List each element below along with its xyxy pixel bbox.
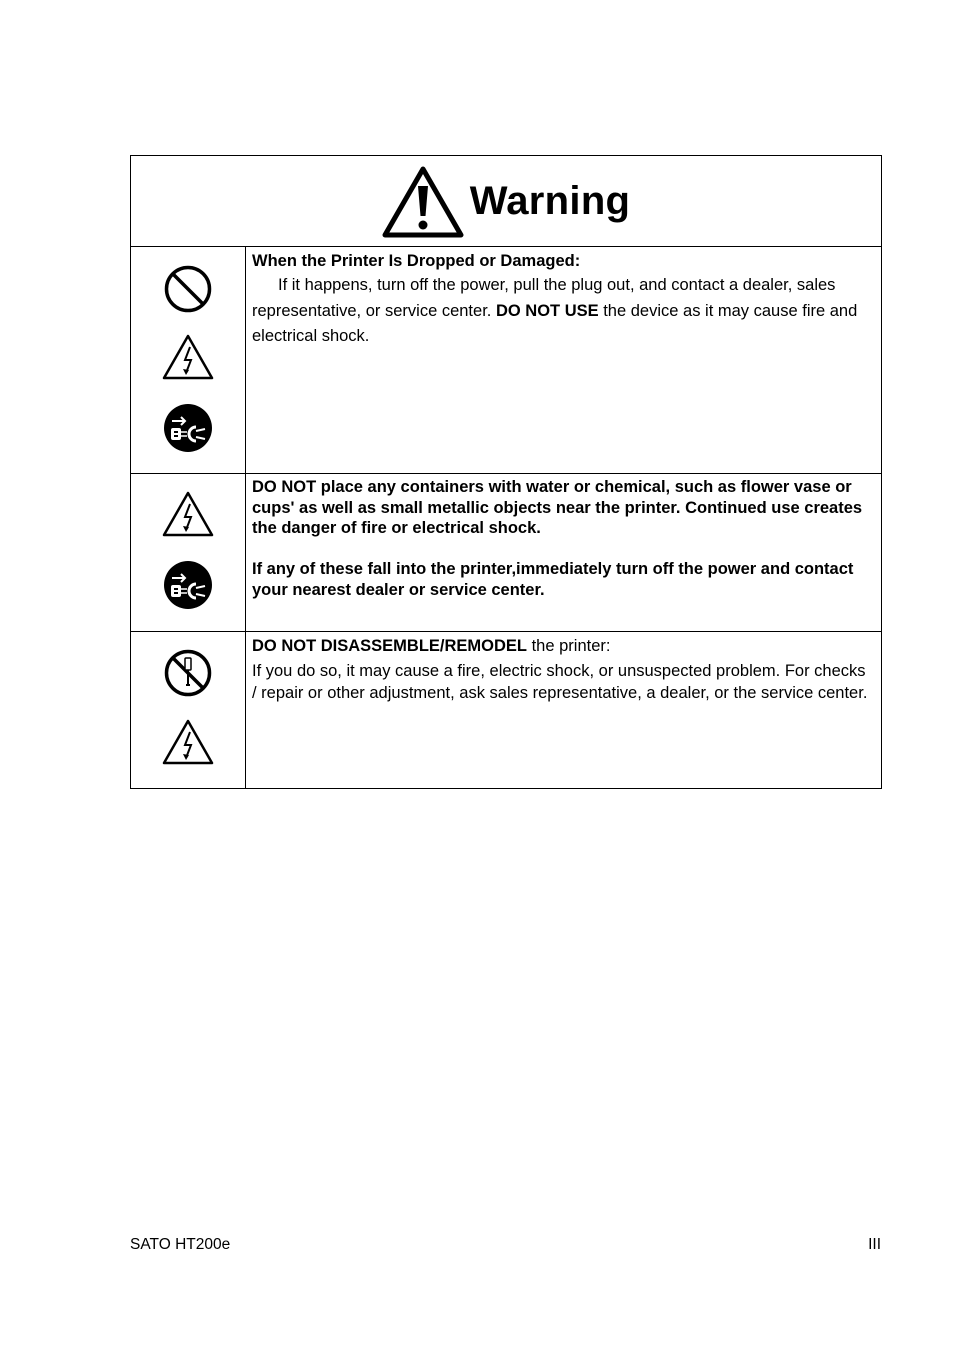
icon-column — [131, 632, 246, 789]
row-dropped-body — [252, 273, 873, 350]
warning-table — [130, 155, 882, 789]
do-not-use-emphasis: DO NOT USE — [495, 301, 599, 320]
do-not-disassemble-emphasis: DO NOT DISASSEMBLE/REMODEL — [252, 637, 528, 655]
unplug-icon — [163, 403, 213, 453]
icon-column — [131, 247, 246, 474]
warning-header — [131, 156, 882, 247]
row-containers-text — [246, 474, 882, 632]
row-dropped-text — [246, 247, 882, 474]
row-disassemble-heading-rest: the printer: — [527, 637, 611, 655]
footer-product-name: SATO HT200e — [130, 1236, 231, 1253]
electric-shock-icon — [161, 490, 215, 538]
row-dropped-body-text: If it happens, turn off the power, pull the plug out, and contact a dealer, sales representative, or service center. — [252, 276, 836, 320]
warning-row-disassemble — [131, 632, 882, 789]
warning-title: Warning — [469, 179, 631, 223]
warning-triangle-icon — [382, 166, 464, 238]
electric-shock-icon — [161, 718, 215, 766]
row-containers-paragraph-2: If any of these fall into the printer,immediately turn off the power and contact your nearest dealer or service center. — [252, 560, 854, 599]
footer-page-number: III — [868, 1236, 881, 1253]
row-disassemble-heading — [252, 635, 873, 657]
row-containers-paragraph-1: DO NOT place any containers with water or chemical, such as flower vase or cups' as well as small metallic objects near the printer. Continued use creates the danger of fire or electrical shock. — [252, 478, 863, 537]
warning-row-containers — [131, 474, 882, 632]
row-disassemble-text — [246, 632, 882, 789]
no-disassembly-icon — [163, 648, 213, 698]
unplug-icon — [163, 560, 213, 610]
warning-row-dropped — [131, 247, 882, 474]
row-dropped-body-tail: the device as it may cause fire and electrical shock. — [252, 301, 858, 345]
row-disassemble-body: If you do so, it may cause a fire, electric shock, or unsuspected problem. For checks / repair or other adjustment, ask sales representative, a dealer, or the service center. — [252, 662, 868, 702]
prohibition-icon — [163, 264, 213, 314]
row-dropped-heading: When the Printer Is Dropped or Damaged: — [252, 252, 581, 270]
electric-shock-icon — [161, 333, 215, 381]
icon-column — [131, 474, 246, 632]
